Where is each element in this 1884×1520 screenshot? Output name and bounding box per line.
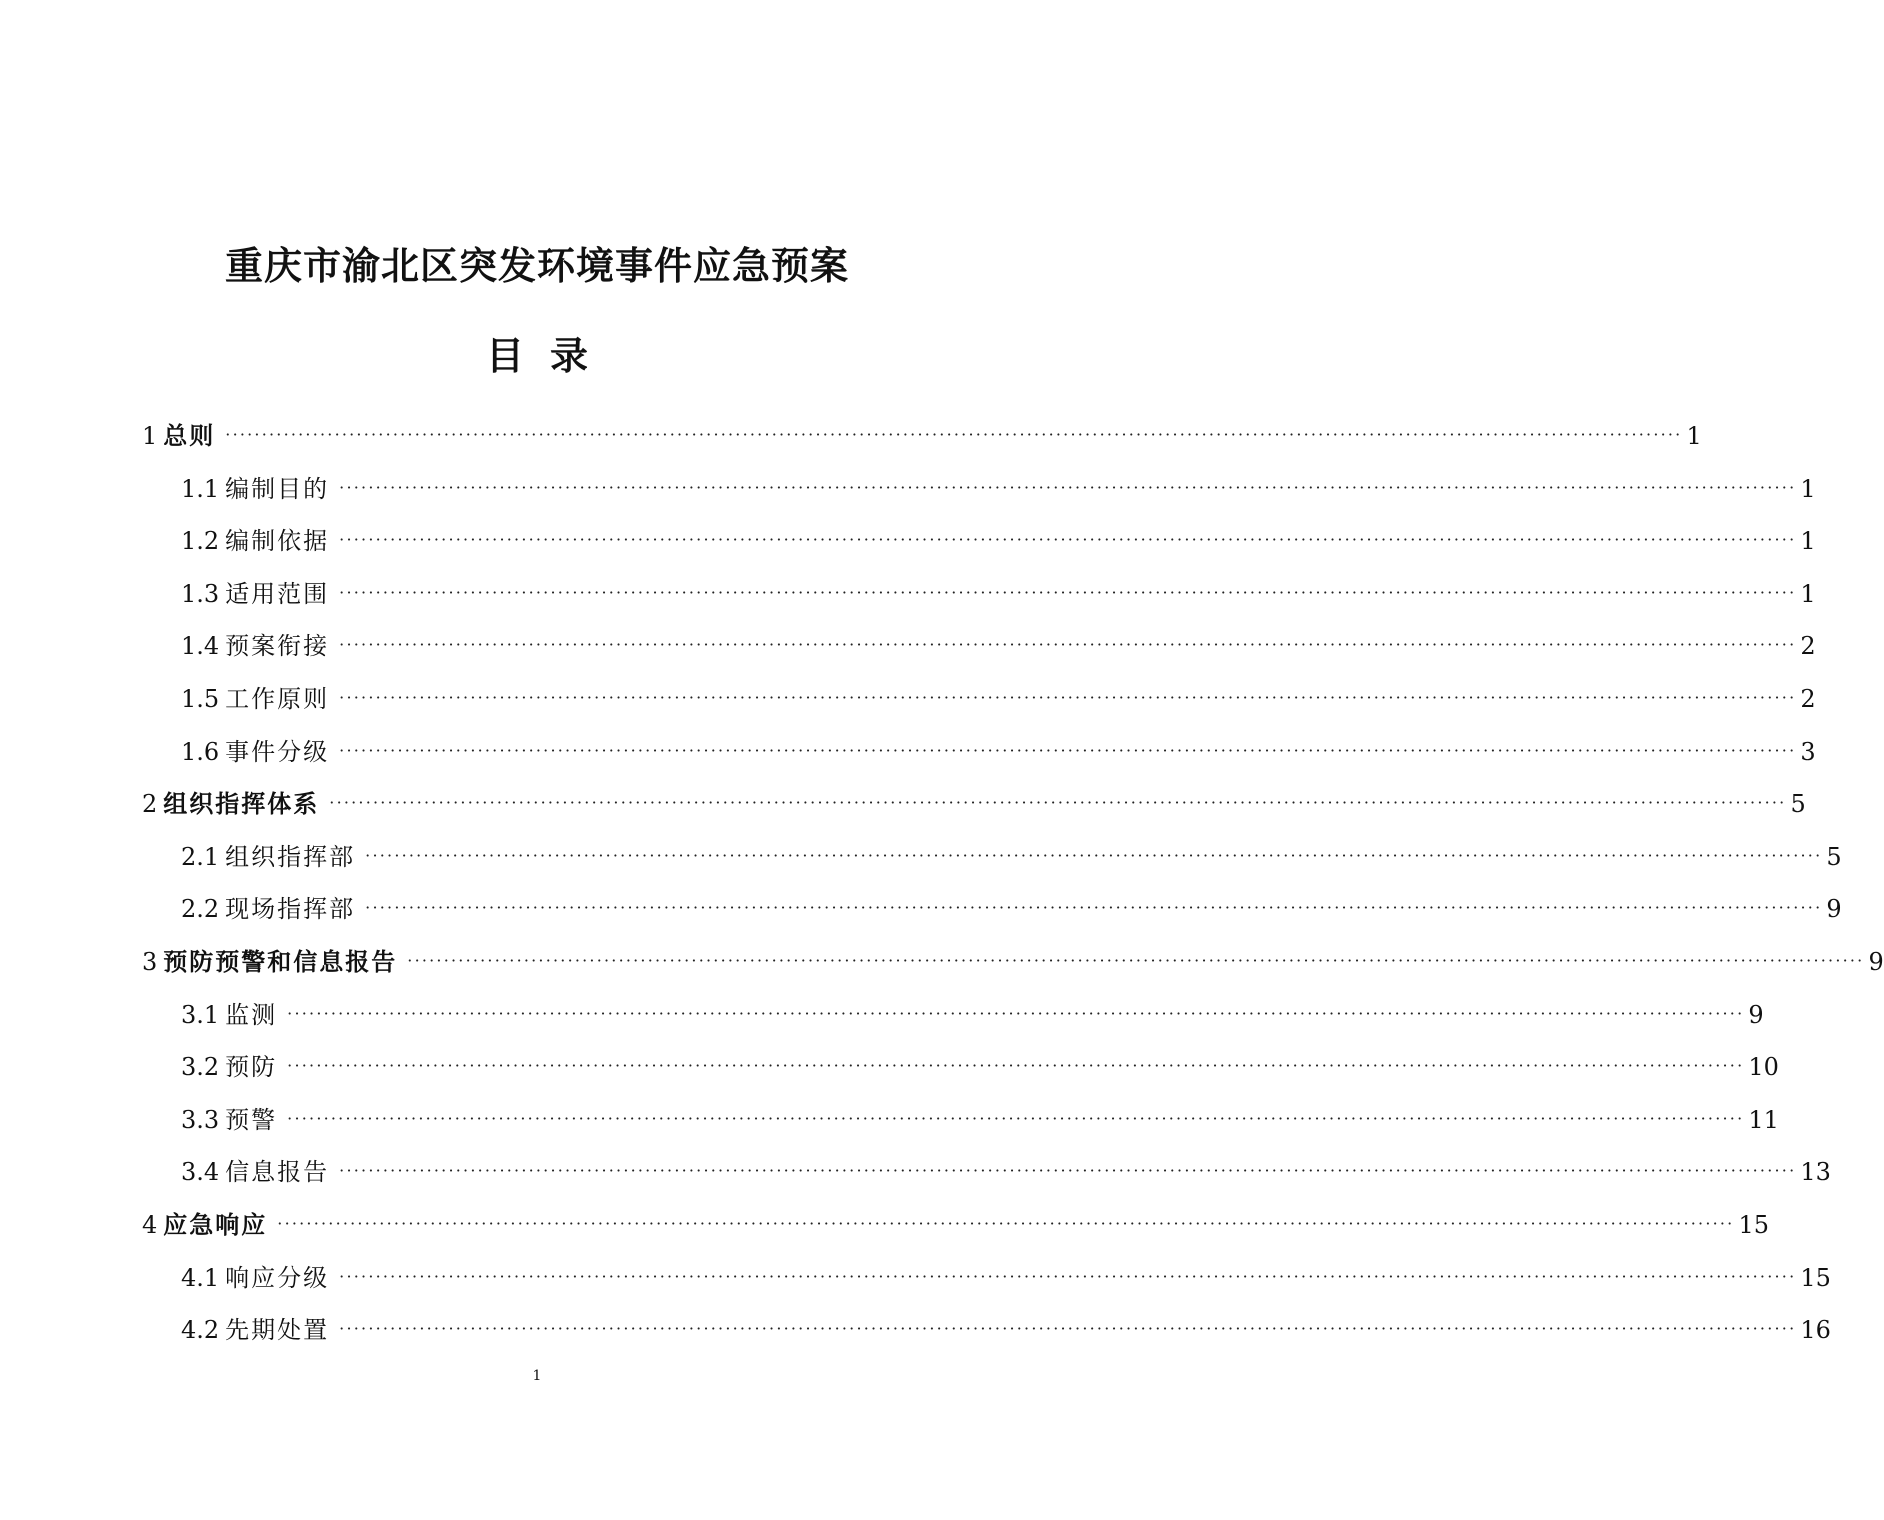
toc-entry-page-number: 5 [1790,790,1806,819]
toc-entry[interactable] [181,626,1816,666]
dot-leader: ········································································································································································································ [339,1161,1797,1181]
dot-leader: ········································································································································································································ [339,530,1797,550]
toc-heading-char: 目 [485,333,524,378]
dot-leader: ········································································································································································································ [287,1056,1745,1076]
dot-leader: ········································································································································································································ [329,793,1787,813]
dot-leader: ········································································································································································································ [339,477,1797,497]
dot-leader: ········································································································································································································ [365,845,1823,865]
toc-entry[interactable] [181,995,1764,1035]
toc-entry-page-number: 1 [1800,527,1816,556]
toc-entry-label: 现场指挥部 [225,895,356,924]
toc-heading [0,330,1074,382]
toc-entry[interactable] [142,942,1884,982]
dot-leader: ········································································································································································································ [339,688,1797,707]
toc-entry-label: 组织指挥体系 [163,790,320,819]
toc-entry-number: 4 [142,1211,158,1239]
dot-leader: ········································································································································································································ [365,898,1823,918]
toc-entry-number: 3.2 [181,1053,220,1082]
toc-entry-label: 监测 [225,1000,278,1029]
toc-entry[interactable] [142,416,1702,456]
toc-entry[interactable] [181,469,1816,509]
toc-entry[interactable] [181,889,1842,929]
toc-entry-number: 3.1 [181,1000,220,1029]
toc-entry-label: 预警 [225,1105,278,1134]
toc-entry-label: 预案衔接 [225,632,330,661]
toc-entry-label: 响应分级 [225,1263,330,1292]
toc-entry[interactable] [181,732,1816,772]
toc-entry-page-number: 5 [1826,842,1842,871]
toc-entry-page-number: 16 [1800,1316,1831,1345]
document-title: 重庆市渝北区突发环境事件应急预案 [224,243,849,288]
toc-entry-number: 3 [142,948,158,976]
toc-entry-number: 1.1 [181,474,220,503]
toc-entry-number: 2.2 [181,895,220,924]
toc-entry-label: 编制依据 [225,527,330,556]
toc-entry-number: 1 [142,422,158,450]
toc-entry-number: 4.2 [181,1316,220,1345]
toc-entry-label: 组织指挥部 [225,842,356,871]
dot-leader: ········································································································································································································ [277,1214,1735,1233]
dot-leader: ········································································································································································································ [407,951,1865,970]
dot-leader: ········································································································································································································ [339,1319,1797,1339]
toc-entry-number: 2.1 [181,842,220,871]
toc-entry-label: 预防预警和信息报告 [163,948,398,976]
toc-entry-page-number: 3 [1800,737,1816,766]
toc-entry-number: 3.4 [181,1158,220,1187]
dot-leader: ········································································································································································································ [339,582,1797,602]
toc-entry-page-number: 2 [1800,632,1816,661]
toc-entry-number: 1.3 [181,579,220,608]
toc-entry-page-number: 9 [1868,948,1884,976]
toc-entry[interactable] [181,1258,1831,1298]
toc-entry-page-number: 9 [1748,1000,1764,1029]
toc-entry-page-number: 10 [1748,1053,1779,1082]
dot-leader: ········································································································································································································ [225,425,1683,444]
toc-entry-number: 3.3 [181,1105,220,1134]
toc-entry-label: 总则 [163,422,216,450]
toc-entry-page-number: 9 [1826,895,1842,924]
toc-entry[interactable] [181,521,1816,561]
dot-leader: ········································································································································································································ [339,740,1797,760]
dot-leader: ········································································································································································································ [339,1266,1797,1286]
toc-entry-page-number: 1 [1800,579,1816,608]
toc-entry-label: 编制目的 [225,474,330,503]
toc-entry-number: 2 [142,790,158,819]
dot-leader: ········································································································································································································ [287,1003,1745,1023]
dot-leader: ········································································································································································································ [339,635,1797,655]
toc-entry-page-number: 2 [1800,685,1816,713]
toc-entry[interactable] [181,1152,1831,1192]
toc-entry[interactable] [181,1310,1831,1350]
toc-entry-label: 适用范围 [225,579,330,608]
toc-entry[interactable] [181,574,1816,614]
toc-entry[interactable] [181,1100,1779,1140]
toc-entry-label: 预防 [225,1053,278,1082]
toc-entry[interactable] [181,837,1842,877]
toc-entry-page-number: 13 [1800,1158,1831,1187]
toc-entry-page-number: 1 [1800,474,1816,503]
toc-entry-page-number: 15 [1800,1263,1831,1292]
toc-entry-page-number: 11 [1748,1105,1779,1134]
toc-entry-number: 1.4 [181,632,220,661]
toc-entry[interactable] [142,784,1806,824]
toc-entry-number: 1.6 [181,737,220,766]
toc-heading-char: 录 [550,333,589,378]
toc-entry-number: 1.2 [181,527,220,556]
toc-entry-label: 先期处置 [225,1316,330,1345]
page-number-footer: 1 [532,1368,542,1384]
toc-entry-label: 事件分级 [225,737,330,766]
toc-entry-label: 应急响应 [163,1211,268,1239]
toc-entry[interactable] [181,679,1816,719]
toc-entry-page-number: 15 [1738,1211,1770,1239]
toc-entry-label: 信息报告 [225,1158,330,1187]
toc-entry-label: 工作原则 [225,685,330,713]
toc-entry-number: 4.1 [181,1263,220,1292]
toc-entry-number: 1.5 [181,685,220,713]
toc-entry[interactable] [142,1205,1770,1245]
dot-leader: ········································································································································································································ [287,1108,1745,1128]
toc-entry-page-number: 1 [1686,422,1702,450]
toc-entry[interactable] [181,1047,1779,1087]
